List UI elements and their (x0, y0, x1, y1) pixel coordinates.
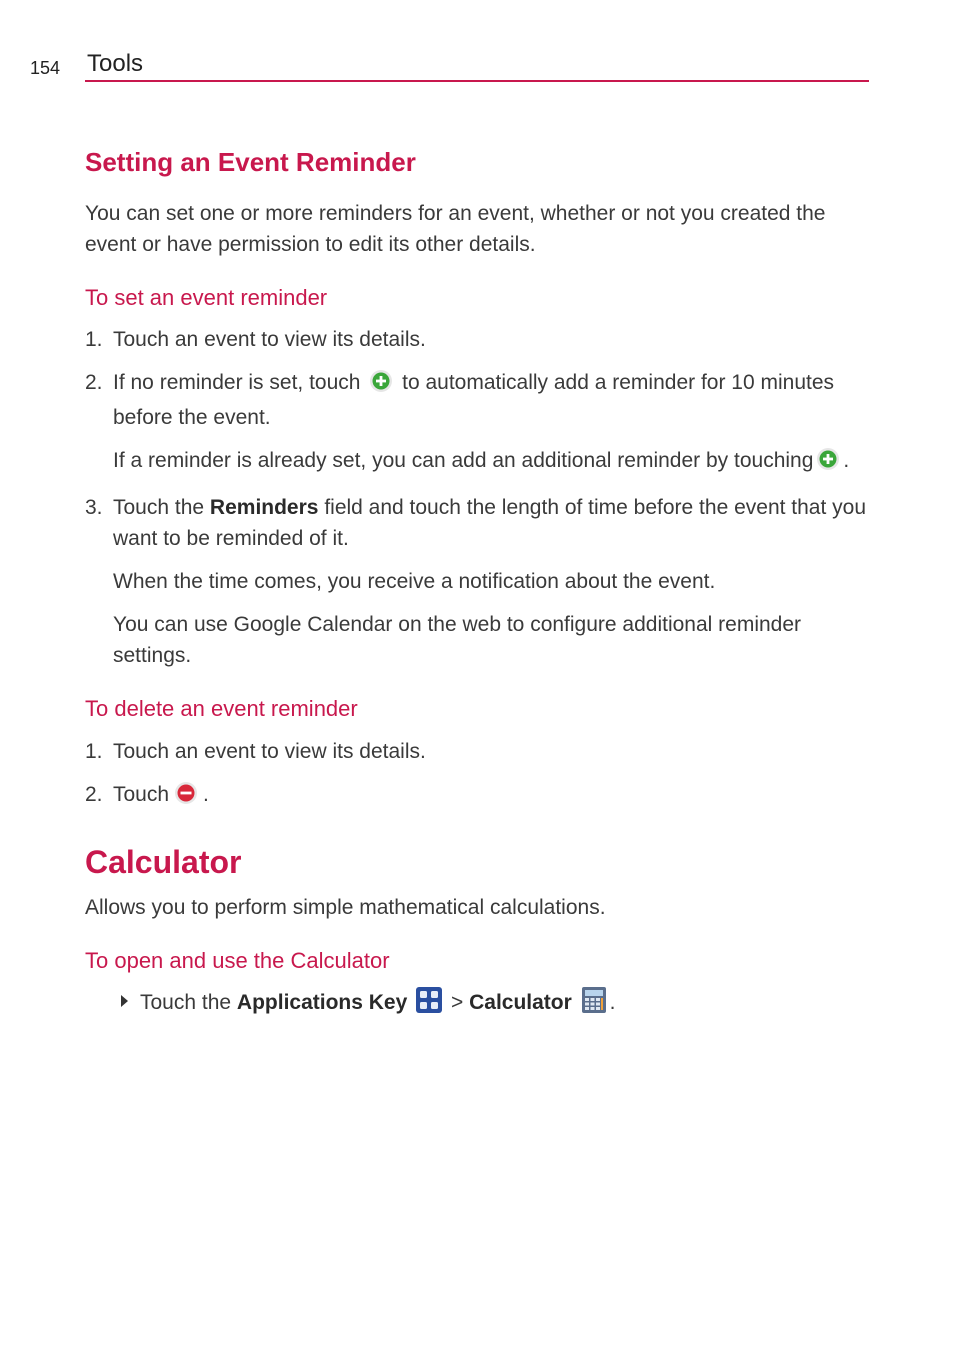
step-text-part: Touch the (140, 991, 232, 1015)
step-text-part: Touch the (113, 496, 205, 520)
reminders-field-label: Reminders (209, 496, 319, 520)
calculator-label: Calculator (469, 991, 572, 1015)
step-text (113, 367, 875, 433)
step-text-part: . (609, 991, 616, 1015)
add-reminder-icon[interactable] (816, 447, 840, 480)
page-number: 154 (30, 58, 61, 78)
delete-step-1 (85, 736, 875, 767)
add-reminder-icon[interactable] (369, 369, 393, 402)
calculator-heading: Calculator (85, 843, 242, 880)
set-step-3-note-2 (85, 609, 875, 671)
step-number: 2. (85, 782, 103, 806)
set-reminder-heading: To set an event reminder (85, 284, 328, 310)
note-text: When the time comes, you receive a notification about the event. (113, 570, 716, 594)
note-text: If a reminder is already set, you can add an additional reminder by touching (113, 449, 814, 473)
remove-reminder-icon[interactable] (172, 781, 200, 814)
set-step-3-note-1 (85, 566, 875, 597)
page-content (85, 146, 875, 1022)
calculator-icon[interactable] (581, 987, 607, 1022)
step-number: 3. (85, 496, 103, 520)
event-reminder-heading: Setting an Event Reminder (85, 147, 416, 177)
step-number: 2. (85, 371, 103, 395)
step-text: Touch an event to view its details. (113, 328, 426, 352)
step-text-part: . (203, 782, 209, 806)
header-rule (85, 80, 869, 82)
step-text-part: field and touch the length of time before the event that you want to be reminded of it. (113, 496, 867, 551)
set-step-2-note (85, 445, 875, 480)
set-step-1 (85, 324, 875, 355)
step-text (113, 492, 875, 554)
open-calculator-step (85, 987, 875, 1022)
note-text: . (843, 449, 850, 473)
event-reminder-intro: You can set one or more reminders for an event, whether or not you created the event or have permission to edit its other details. (85, 201, 826, 256)
delete-reminder-heading: To delete an event reminder (85, 696, 358, 722)
step-text (140, 987, 615, 1022)
step-text-part: Touch (113, 782, 170, 806)
set-step-2 (85, 367, 875, 433)
open-calculator-heading: To open and use the Calculator (85, 947, 390, 973)
step-text-part: If no reminder is set, touch (113, 371, 361, 395)
calculator-intro: Allows you to perform simple mathematical calculations. (85, 895, 606, 919)
step-text: Touch an event to view its details. (113, 739, 426, 763)
step-text-part: to automatically add a reminder for 10 minutes before the event. (113, 371, 835, 430)
step-number: 1. (85, 739, 103, 763)
step-text (113, 779, 875, 814)
set-step-3 (85, 492, 875, 554)
note-text: You can use Google Calendar on the web to configure additional reminder settings. (113, 613, 802, 668)
applications-key-icon[interactable] (416, 987, 442, 1022)
header-title: Tools (87, 50, 144, 77)
step-text-part: > (450, 991, 464, 1015)
delete-step-2 (85, 779, 875, 814)
applications-key-label: Applications Key (236, 991, 408, 1015)
step-number: 1. (85, 328, 103, 352)
bullet-arrow-icon (121, 995, 128, 1007)
